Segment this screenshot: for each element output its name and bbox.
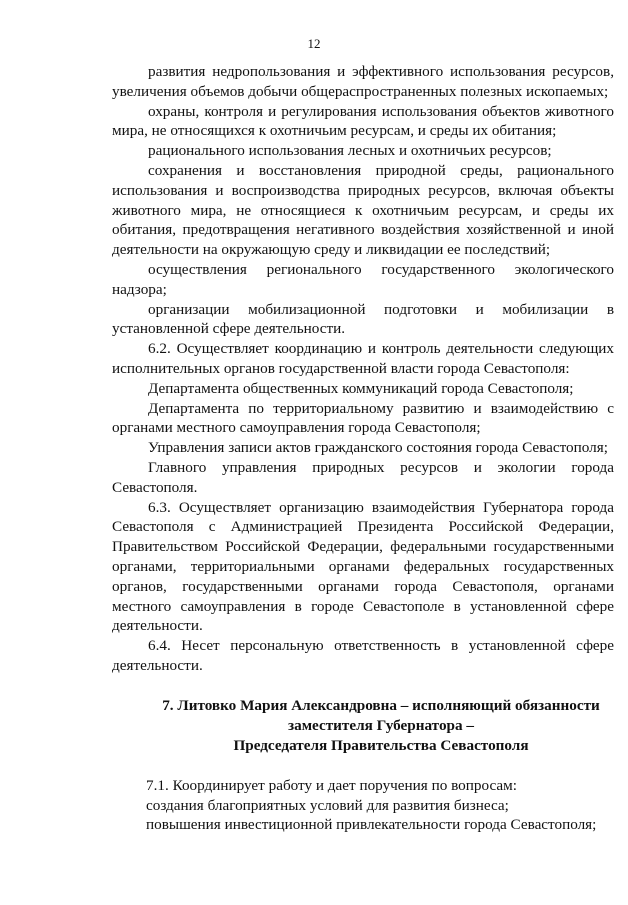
- paragraph: осуществления регионального государственного экологического надзора;: [112, 260, 614, 298]
- document-body: [112, 62, 614, 835]
- paragraph: Главного управления природных ресурсов и экологии города Севастополя.: [112, 458, 614, 496]
- paragraph: охраны, контроля и регулирования использования объектов животного мира, не относящихся к охотничьим ресурсам, и среды их обитания;: [112, 102, 614, 140]
- paragraph: повышения инвестиционной привлекательности города Севастополя;: [146, 816, 597, 834]
- paragraph: рационального использования лесных и охотничьих ресурсов;: [148, 142, 552, 160]
- paragraph: развития недропользования и эффективного использования ресурсов, увеличения объемов добычи общераспространенных полезных ископаемых;: [112, 63, 614, 100]
- section-heading-line: заместителя Губернатора –: [288, 716, 474, 734]
- paragraph: организации мобилизационной подготовки и мобилизации в установленной сфере деятельности.: [112, 300, 614, 338]
- paragraph: Управления записи актов гражданского состояния города Севастополя;: [148, 439, 608, 457]
- section-body: [112, 776, 614, 835]
- paragraph: Департамента по территориальному развитию и взаимодействию с органами местного самоуправления города Севастополя;: [112, 399, 614, 437]
- paragraph: создания благоприятных условий для развития бизнеса;: [146, 796, 509, 814]
- paragraph: Департамента общественных коммуникаций города Севастополя;: [148, 379, 574, 397]
- paragraph: 6.2. Осуществляет координацию и контроль деятельности следующих исполнительных органов государственной власти города Севастополя:: [112, 340, 614, 377]
- paragraph: 6.4. Несет персональную ответственность в установленной сфере деятельности.: [112, 637, 614, 674]
- section-heading-line: Председателя Правительства Севастополя: [233, 736, 529, 754]
- paragraph: 7.1. Координирует работу и дает поручения по вопросам:: [146, 776, 517, 794]
- paragraph: 6.3. Осуществляет организацию взаимодействия Губернатора города Севастополя с Администрацией Президента Российской Федерации, Правительством Российской Федерации, федеральными государственными органами, территориальными органами федеральных государственных органов, государственными органами города Севастополя, органами местного самоуправления в городе Севастополе в установленной сфере деятельности.: [112, 498, 614, 635]
- paragraph: сохранения и восстановления природной среды, рационального использования и воспроизводства природных ресурсов, включая объекты животного мира, не относящиеся к охотничьим ресурсам, и среды их обитания, предотвращения негативного воздействия хозяйственной и иной деятельности на окружающую среду и ликвидации ее последствий;: [112, 161, 614, 259]
- page-number: 12: [307, 36, 321, 51]
- section-heading-line: 7. Литовко Мария Александровна – исполняющий обязанности: [162, 696, 600, 714]
- section-heading: [112, 696, 614, 756]
